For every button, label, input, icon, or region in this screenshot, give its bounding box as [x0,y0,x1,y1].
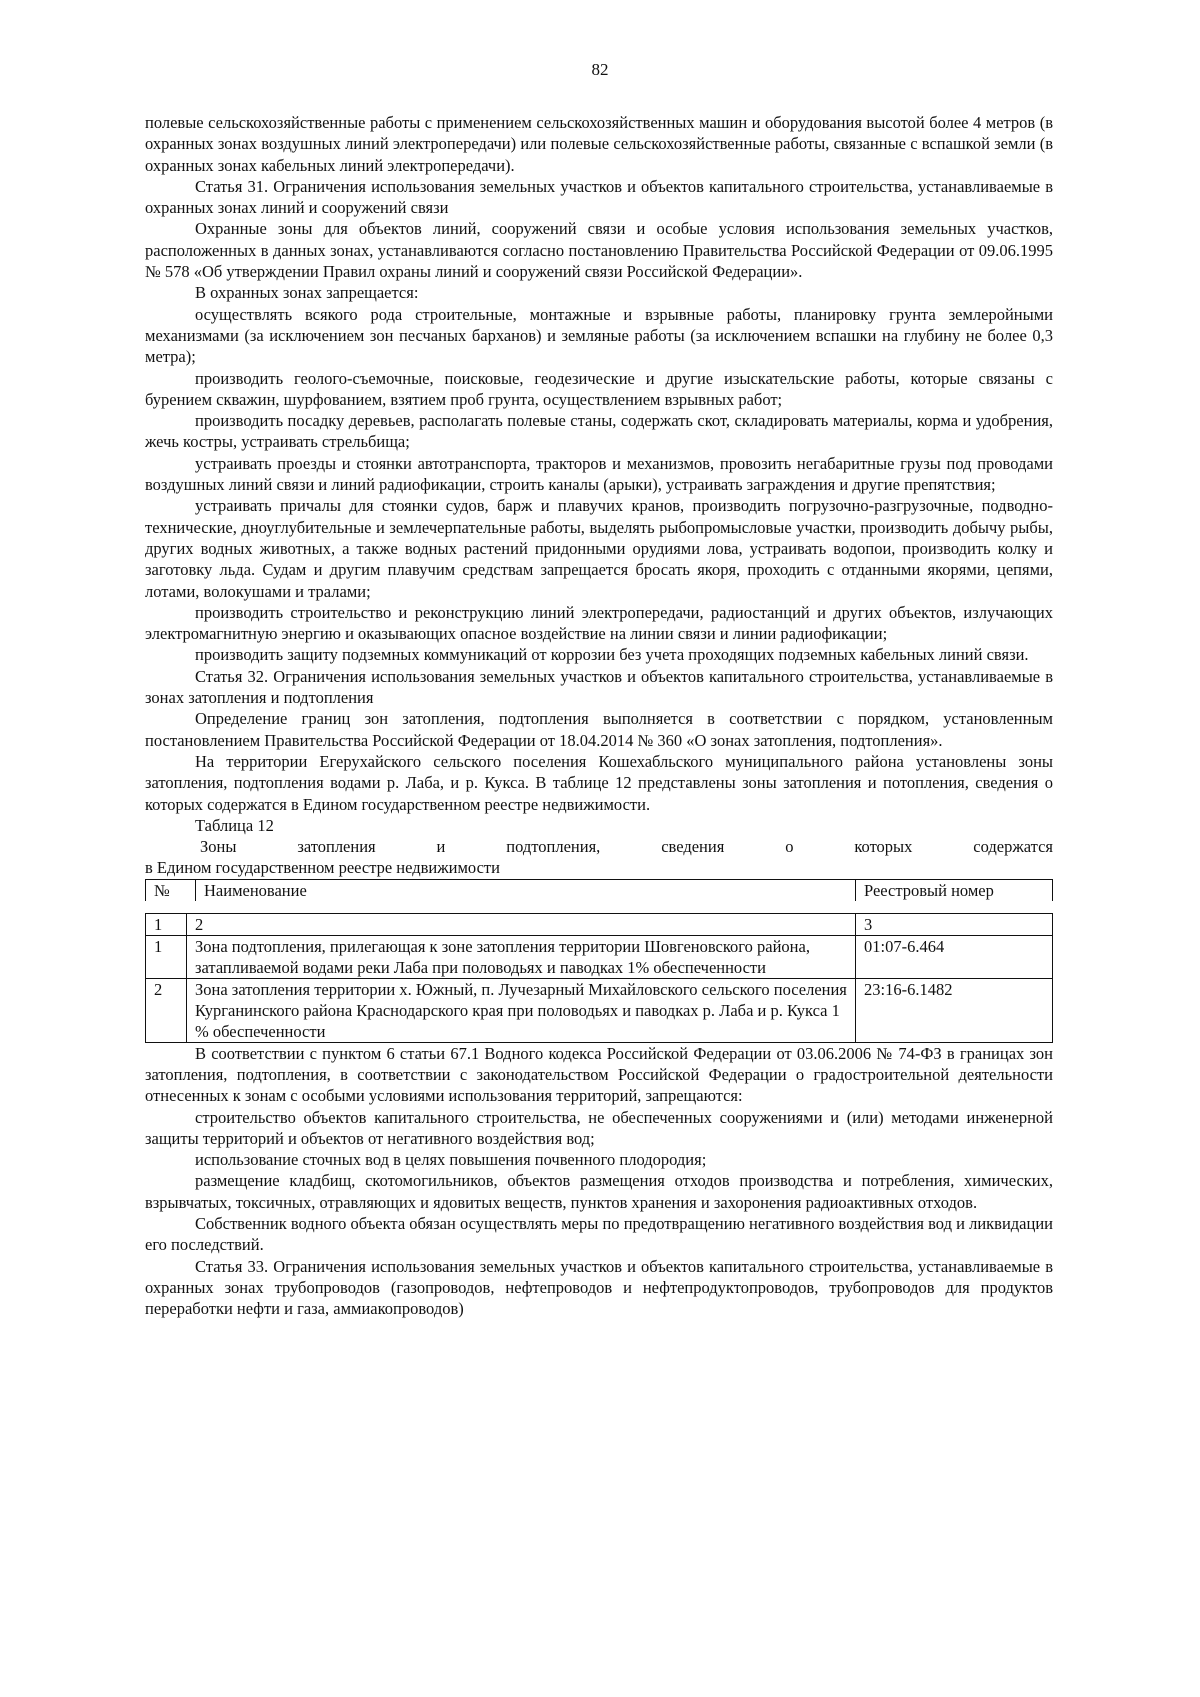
paragraph: Статья 31. Ограничения использования земельных участков и объектов капитального строительства, устанавливаемые в охранных зонах линий и сооружений связи [145,176,1053,218]
paragraph: устраивать причалы для стоянки судов, барж и плавучих кранов, производить погрузочно-разгрузочные, подводно-технические, дноуглубительные и землечерпательные работы, выделять рыбопромысловые участки, производить добычу рыбы, других водных животных, а также водных растений придонными орудиями лова, устраивать водопои, производить колку и заготовку льда. Судам и другим плавучим средствам запрещается бросать якоря, проходить с отданными якорями, цепями, лотами, волокушами и тралами; [145,496,1053,601]
row-reg: 01:07-6.464 [856,935,1053,978]
table-row [146,978,1053,1042]
row-reg: 23:16-6.1482 [856,978,1053,1042]
index-reg: 3 [856,913,1053,935]
table-header-row [145,879,1053,901]
paragraph: осуществлять всякого рода строительные, монтажные и взрывные работы, планировку грунта землеройными механизмами (за исключением зон песчаных барханов) и земляные работы (за исключением вспашки на глубину не более 0,3 метра); [145,304,1053,367]
paragraph: полевые сельскохозяйственные работы с применением сельскохозяйственных машин и оборудования высотой более 4 метров (в охранных зонах воздушных линий электропередачи) или полевые сельскохозяйственные работы, связанные с вспашкой земли (в охранных зонах кабельных линий электропередачи). [145,113,1053,175]
header-num: № [145,880,195,901]
zones-table [145,913,1053,1043]
table-caption-line2: в Едином государственном реестре недвижимости [145,858,500,878]
paragraph: производить строительство и реконструкцию линий электропередачи, радиостанций и других объектов, излучающих электромагнитную энергию и оказывающих опасное воздействие на линии связи и линии радиофикации; [145,602,1053,644]
header-reg: Реестровый номер [855,880,1053,901]
paragraph: производить геолого-съемочные, поисковые, геодезические и другие изыскательские работы, которые связаны с бурением скважин, шурфованием, взятием проб грунта, осуществлением взрывных работ; [145,368,1053,409]
header-name: Наименование [195,880,855,901]
paragraph: Статья 33. Ограничения использования земельных участков и объектов капитального строительства, устанавливаемые в охранных зонах трубопроводов (газопроводов, нефтепроводов и нефтепродуктопроводов, трубопроводов для продуктов переработки нефти и газа, аммиакопроводов) [145,1256,1053,1319]
paragraph: Статья 32. Ограничения использования земельных участков и объектов капитального строительства, устанавливаемые в зонах затопления и подтопления [145,666,1053,708]
table-caption-line1: Зоны затопления и подтопления, сведения о которых содержатся [200,837,1053,857]
row-name: Зона подтопления, прилегающая к зоне затопления территории Шовгеновского района, затапливаемой водами реки Лаба при половодьях и паводках 1% обеспеченности [187,935,856,978]
paragraph: На территории Егерухайского сельского поселения Кошехабльского муниципального района установлены зоны затопления, подтопления водами р. Лаба, и р. Кукса. В таблице 12 представлены зоны затопления и потопления, сведения о которых содержатся в Едином государственном реестре недвижимости. [145,751,1053,814]
paragraph: строительство объектов капитального строительства, не обеспеченных сооружениями и (или) методами инженерной защиты территорий и объектов от негативного воздействия вод; [145,1107,1053,1148]
paragraph: использование сточных вод в целях повышения почвенного плодородия; [195,1150,707,1170]
paragraph: Собственник водного объекта обязан осуществлять меры по предотвращению негативного воздействия вод и ликвидации его последствий. [145,1214,1053,1255]
document-body [145,112,1053,1320]
index-num: 1 [146,913,187,935]
paragraphs-bottom [145,1043,1053,1320]
paragraph: размещение кладбищ, скотомогильников, объектов размещения отходов производства и потребления, химических, взрывчатых, токсичных, отравляющих и ядовитых веществ, пунктов хранения и захоронения радиоактивных отходов. [145,1171,1053,1212]
paragraph: производить защиту подземных коммуникаций от коррозии без учета проходящих подземных кабельных линий связи. [195,645,1029,665]
row-name: Зона затопления территории х. Южный, п. Лучезарный Михайловского сельского поселения Курганинского района Краснодарского края при половодьях и паводках р. Лаба и р. Кукса 1 % обеспеченности [187,978,856,1042]
paragraph: Охранные зоны для объектов линий, сооружений связи и особые условия использования земельных участков, расположенных в данных зонах, устанавливаются согласно постановлению Правительства Российской Федерации от 09.06.1995 № 578 «Об утверждении Правил охраны линий и сооружений связи Российской Федерации». [145,219,1053,282]
table-row [146,935,1053,978]
page-number: 82 [591,60,609,79]
row-num: 2 [146,978,187,1042]
paragraph: В охранных зонах запрещается: [195,283,419,303]
paragraph: производить посадку деревьев, располагать полевые станы, содержать скот, складировать материалы, корма и удобрения, жечь костры, устраивать стрельбища; [145,411,1053,452]
row-num: 1 [146,935,187,978]
paragraph: устраивать проезды и стоянки автотранспорта, тракторов и механизмов, провозить негабаритные грузы под проводами воздушных линий связи и линий радиофикации, строить каналы (арыки), устраивать заграждения и другие препятствия; [145,453,1053,495]
table-index-row [146,913,1053,935]
paragraph: Таблица 12 [195,815,274,835]
paragraph: В соответствии с пунктом 6 статьи 67.1 Водного кодекса Российской Федерации от 03.06.2006 № 74-ФЗ в границах зон затопления, подтопления, в соответствии с законодательством Российской Федерации о градостроительной деятельности отнесенных к зонам с особыми условиями использования территорий, запрещаются: [145,1043,1053,1106]
paragraphs-top [145,112,1053,836]
paragraph: Определение границ зон затопления, подтопления выполняется в соответствии с порядком, установленным постановлением Правительства Российской Федерации от 18.04.2014 № 360 «О зонах затопления, подтопления». [145,709,1053,750]
index-name: 2 [187,913,856,935]
